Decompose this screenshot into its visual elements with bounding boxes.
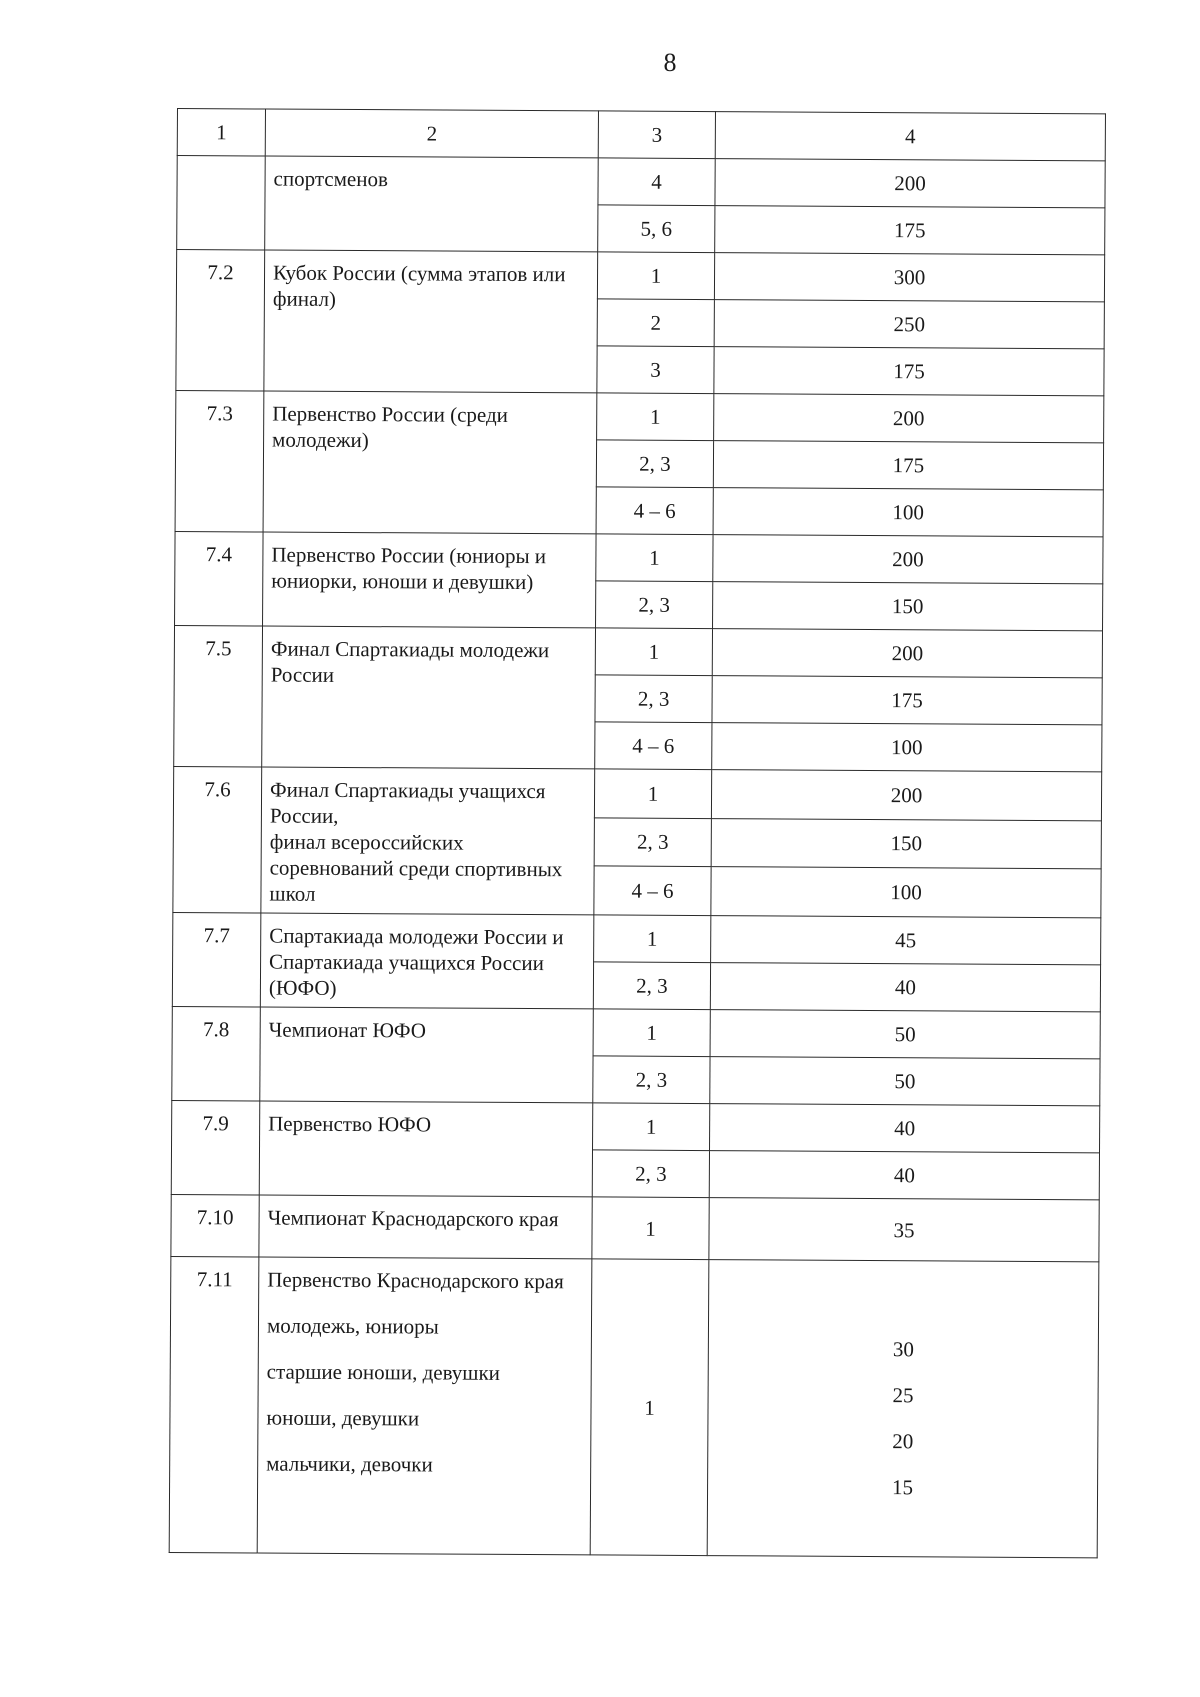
- row-number: 7.9: [171, 1100, 260, 1195]
- row-number: 7.2: [176, 250, 265, 392]
- row-number: [177, 156, 266, 251]
- category-points: 25: [892, 1383, 914, 1408]
- table-row: [176, 250, 1104, 302]
- points-cell: 200: [714, 394, 1104, 443]
- points-cell: 175: [715, 206, 1105, 255]
- competition-name-line: Чемпионат Краснодарского края: [267, 1205, 559, 1232]
- table-row: [174, 625, 1102, 677]
- table-row: [172, 1100, 1100, 1152]
- place-cell: 2, 3: [593, 1056, 710, 1104]
- header-cell-2: 2: [265, 109, 598, 158]
- points-cell: 175: [713, 441, 1103, 490]
- points-cell: 175: [712, 676, 1102, 725]
- points-cell: 40: [709, 1151, 1099, 1200]
- points-cell: 250: [714, 300, 1104, 349]
- points-cell: 200: [715, 159, 1105, 208]
- competition-name: [260, 1007, 594, 1103]
- points-cell: 175: [714, 347, 1104, 396]
- points-cell: 45: [711, 916, 1101, 965]
- competition-name-line: Первенство России (юниоры и юниорки, юноши и девушки): [271, 542, 547, 595]
- row-number: 7.4: [175, 531, 264, 626]
- points-cell: 200: [713, 535, 1103, 584]
- place-cell: 2, 3: [596, 440, 713, 488]
- points-cell: 200: [711, 770, 1101, 821]
- place-cell: 2, 3: [595, 675, 712, 723]
- row-number: 7.11: [169, 1256, 259, 1553]
- row-number: 7.10: [171, 1194, 259, 1257]
- category-label: юноши, девушки: [266, 1405, 420, 1431]
- competition-name-line: Кубок России (сумма этапов или финал): [272, 260, 566, 311]
- place-cell: 1: [592, 1197, 709, 1260]
- category-points: 30: [892, 1337, 914, 1362]
- place-cell: 1: [595, 628, 712, 676]
- competition-name-line: Финал Спартакиады молодежи России: [270, 636, 550, 687]
- points-table: [169, 108, 1106, 1558]
- place-cell: 1: [596, 534, 713, 582]
- place-cell: 5, 6: [598, 205, 715, 253]
- points-cell: 40: [710, 963, 1100, 1012]
- place-cell: 1: [597, 393, 714, 441]
- category-label: старшие юноши, девушки: [266, 1359, 501, 1385]
- points-cell: 50: [710, 1010, 1100, 1059]
- competition-name: [264, 250, 598, 393]
- points-cell: 150: [713, 582, 1103, 631]
- table-row: [177, 156, 1105, 208]
- table-row: [175, 531, 1103, 583]
- competition-name-line: Первенство Краснодарского края: [267, 1267, 564, 1294]
- place-cell: 4 – 6: [596, 487, 713, 535]
- place-cell: 2, 3: [592, 1150, 709, 1198]
- table-row: [173, 766, 1101, 820]
- points-cell: [707, 1260, 1099, 1558]
- competition-name: [263, 532, 597, 628]
- place-cell: 2, 3: [594, 818, 711, 867]
- place-cell: 4: [598, 158, 715, 206]
- competition-name: [262, 626, 596, 769]
- table-row: [171, 1194, 1099, 1261]
- row-number: 7.3: [175, 390, 264, 532]
- place-cell: 4 – 6: [594, 866, 711, 915]
- table-row: [172, 1006, 1100, 1058]
- table-row: [173, 912, 1101, 964]
- page-number: 8: [663, 48, 677, 77]
- competition-name-line: финал всероссийских соревнований среди спортивных школ: [269, 829, 563, 906]
- competition-name-line: Финал Спартакиады учащихся России,: [269, 777, 546, 828]
- competition-name: [259, 1101, 593, 1197]
- competition-name: [257, 1257, 592, 1555]
- place-cell: 1: [593, 1009, 710, 1057]
- points-cell: 150: [711, 818, 1101, 869]
- points-cell: 200: [712, 629, 1102, 678]
- points-cell: 50: [710, 1057, 1100, 1106]
- points-cell: 35: [709, 1198, 1099, 1262]
- points-cell: 40: [710, 1104, 1100, 1153]
- place-cell: 3: [597, 346, 714, 394]
- category-label: молодежь, юниоры: [266, 1313, 439, 1339]
- competition-name: спортсменов: [265, 156, 599, 252]
- place-cell: 1: [594, 769, 711, 818]
- place-cell: 1: [594, 915, 711, 963]
- table-row: [169, 1256, 1099, 1557]
- category-points: 15: [891, 1475, 914, 1500]
- place-cell: 1: [593, 1103, 710, 1151]
- points-cell: 100: [711, 867, 1101, 918]
- place-cell: 2, 3: [593, 962, 710, 1010]
- competition-name-line: Чемпионат ЮФО: [268, 1017, 427, 1043]
- competition-name: [260, 913, 594, 1009]
- points-cell: 100: [712, 723, 1102, 772]
- table-row: [176, 390, 1104, 442]
- header-cell-3: 3: [598, 111, 715, 159]
- category-points: 20: [892, 1429, 914, 1454]
- points-cell: 100: [713, 488, 1103, 537]
- row-number: 7.6: [173, 766, 262, 913]
- competition-name-line: Первенство России (среди молодежи): [272, 401, 508, 453]
- category-label: мальчики, девочки: [266, 1451, 433, 1477]
- competition-name: [263, 391, 597, 534]
- place-cell: 2, 3: [596, 581, 713, 629]
- competition-name-line: Первенство ЮФО: [268, 1111, 432, 1137]
- place-cell: 1: [597, 252, 714, 300]
- row-number: 7.5: [174, 625, 263, 767]
- table-header-row: [177, 109, 1105, 161]
- header-cell-4: 4: [715, 112, 1105, 161]
- competition-name: [259, 1195, 592, 1259]
- header-cell-1: 1: [177, 109, 265, 157]
- competition-name-line: Спартакиада молодежи России и Спартакиада учащихся России (ЮФО): [268, 923, 564, 1000]
- place-cell: 4 – 6: [595, 722, 712, 770]
- points-cell: 300: [714, 253, 1104, 302]
- row-number: 7.7: [172, 912, 261, 1007]
- row-number: 7.8: [172, 1006, 261, 1101]
- place-cell: 1: [590, 1259, 709, 1556]
- place-cell: 2: [597, 299, 714, 347]
- competition-name: [261, 767, 595, 915]
